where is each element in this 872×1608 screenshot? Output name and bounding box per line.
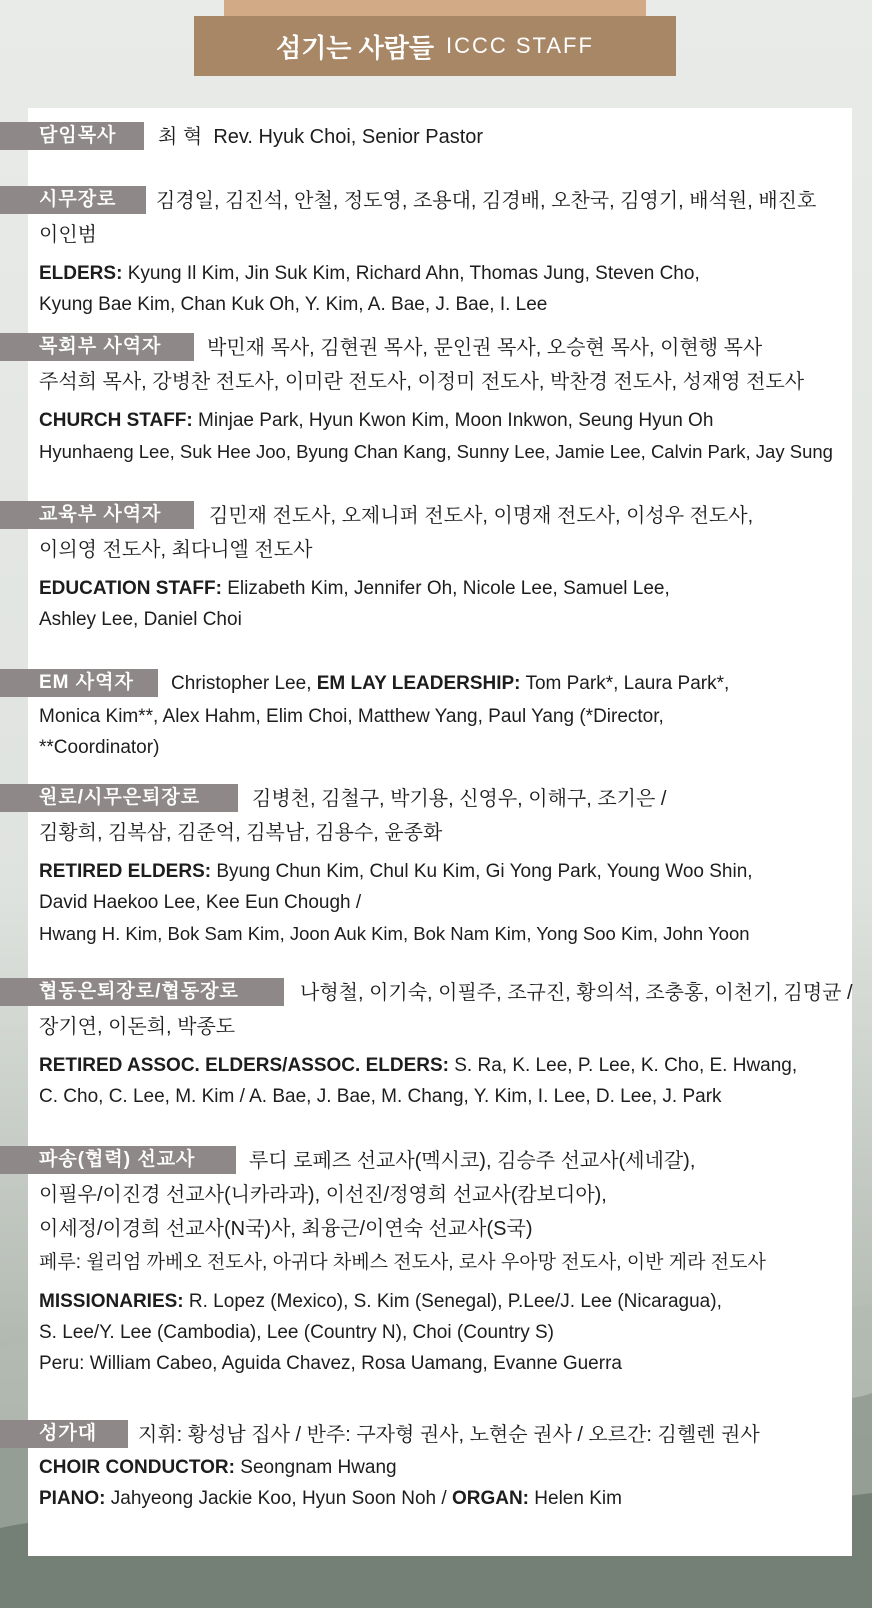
section-label: 시무장로 [0,186,146,214]
section-church-staff [0,331,852,467]
missionaries-english-line1 [0,1286,852,1317]
section-senior-pastor [0,120,852,154]
elders-english-line1 [0,258,852,289]
education-english-text1: Elizabeth Kim, Jennifer Oh, Nicole Lee, Samuel Lee, [227,578,670,599]
elders-heading: ELDERS: [39,263,123,284]
choir-conductor-name: Seongnam Hwang [240,1457,397,1478]
header-korean-title: 섬기는 사람들 [276,32,434,63]
piano-heading: PIANO: [39,1488,106,1509]
section-label: 협동은퇴장로/협동장로 [0,978,284,1006]
senior-pastor-line [158,120,483,154]
missionaries-korean-line2: 이필우/이진경 선교사(니카라과), 이선진/정영희 선교사(캄보디아), [39,1184,607,1206]
education-english-line1 [0,573,852,604]
em-line3: **Coordinator) [39,737,160,758]
church-staff-heading: CHURCH STAFF: [39,410,193,431]
retired-elders-korean-line2: 김황희, 김복삼, 김준억, 김복남, 김용수, 윤종화 [39,822,443,844]
education-heading: EDUCATION STAFF: [39,578,222,599]
header-top-tab [224,0,646,16]
retired-elders-english-line1 [0,856,852,887]
choir-conductor-line [0,1452,852,1483]
missionaries-english-line3: Peru: William Cabeo, Aguida Chavez, Rosa Uamang, Evanne Guerra [39,1353,622,1374]
church-staff-english-text1: Minjae Park, Hyun Kwon Kim, Moon Inkwon, Seung Hyun Oh [198,410,714,431]
elders-korean-line1: 김경일, 김진석, 안철, 정도영, 조용대, 김경배, 오찬국, 김영기, 배석원, 배진호 [156,190,817,212]
assoc-elders-english-line1 [0,1050,852,1081]
page-header [194,16,676,76]
elders-english-line2: Kyung Bae Kim, Chan Kuk Oh, Y. Kim, A. Bae, J. Bae, I. Lee [39,294,548,315]
retired-elders-heading: RETIRED ELDERS: [39,861,212,882]
elders-english-text1: Kyung Il Kim, Jin Suk Kim, Richard Ahn, Thomas Jung, Steven Cho, [127,263,700,284]
em-lay-leadership-heading: EM LAY LEADERSHIP: [316,673,521,694]
section-elders [0,184,852,320]
education-korean-line2: 이의영 전도사, 최다니엘 전도사 [39,539,313,561]
em-line1-prefix: Christopher Lee, [171,673,312,694]
retired-elders-english-text1: Byung Chun Kim, Chul Ku Kim, Gi Yong Park, Young Woo Shin, [216,861,753,882]
assoc-elders-english-line2: C. Cho, C. Lee, M. Kim / A. Bae, J. Bae, M. Chang, Y. Kim, I. Lee, D. Lee, J. Park [39,1086,722,1107]
em-line2: Monica Kim**, Alex Hahm, Elim Choi, Matthew Yang, Paul Yang (*Director, [39,706,664,727]
section-label: 원로/시무은퇴장로 [0,784,238,812]
organ-name: Helen Kim [534,1488,622,1509]
retired-elders-english-line2: David Haekoo Lee, Kee Eun Chough / [39,892,362,913]
assoc-elders-heading: RETIRED ASSOC. ELDERS/ASSOC. ELDERS: [39,1055,449,1076]
section-assoc-elders [0,976,852,1112]
organ-heading: ORGAN: [451,1488,530,1509]
missionaries-english-line2: S. Lee/Y. Lee (Cambodia), Lee (Country N), Choi (Country S) [39,1322,554,1343]
education-korean-line1: 김민재 전도사, 오제니퍼 전도사, 이명재 전도사, 이성우 전도사, [209,505,754,527]
section-label: EM 사역자 [0,669,158,697]
section-label: 성가대 [0,1420,128,1448]
missionaries-korean-line1: 루디 로페즈 선교사(멕시코), 김승주 선교사(세네갈), [249,1150,696,1172]
em-line1-suffix: Tom Park*, Laura Park*, [525,673,730,694]
piano-names: Jahyeong Jackie Koo, Hyun Soon Noh / [110,1488,447,1509]
assoc-elders-korean-line2: 장기연, 이돈희, 박종도 [39,1016,236,1038]
elders-korean-line2: 이인범 [39,224,97,246]
church-staff-english-line2: Hyunhaeng Lee, Suk Hee Joo, Byung Chan Kang, Sunny Lee, Jamie Lee, Calvin Park, Jay Sung [39,441,833,462]
section-choir [0,1418,852,1514]
section-education-staff [0,499,852,635]
choir-conductor-heading: CHOIR CONDUCTOR: [39,1457,235,1478]
assoc-elders-english-text1: S. Ra, K. Lee, P. Lee, K. Cho, E. Hwang, [454,1055,798,1076]
pastor-korean-name: 최 혁 [158,126,203,148]
pastor-english: Rev. Hyuk Choi, Senior Pastor [213,126,484,148]
choir-piano-organ-line [0,1483,852,1514]
section-em [0,667,852,763]
education-english-line2: Ashley Lee, Daniel Choi [39,609,242,630]
section-label: 교육부 사역자 [0,501,194,529]
church-staff-english-line1 [0,405,852,436]
header-english-title: ICCC STAFF [446,33,594,58]
retired-elders-korean-line1: 김병천, 김철구, 박기용, 신영우, 이해구, 조기은 / [252,788,667,810]
section-retired-elders [0,782,852,949]
missionaries-korean-line4: 페루: 윌리엄 까베오 전도사, 아귀다 차베스 전도사, 로사 우아망 전도사, 이반 게라 전도사 [39,1252,766,1273]
section-label: 파송(협력) 선교사 [0,1146,236,1174]
section-label: 목회부 사역자 [0,333,194,361]
missionaries-korean-line3: 이세정/이경희 선교사(N국)사, 최융근/이연숙 선교사(S국) [39,1218,533,1240]
church-staff-korean-line1: 박민재 목사, 김현권 목사, 문인권 목사, 오승현 목사, 이현행 목사 [207,337,763,359]
section-label: 담임목사 [0,122,144,150]
church-staff-korean-line2: 주석희 목사, 강병찬 전도사, 이미란 전도사, 이정미 전도사, 박찬경 전도사, 성재영 전도사 [39,371,805,393]
missionaries-heading: MISSIONARIES: [39,1291,184,1312]
retired-elders-english-line3: Hwang H. Kim, Bok Sam Kim, Joon Auk Kim, Bok Nam Kim, Yong Soo Kim, John Yoon [39,923,750,944]
missionaries-english-text1: R. Lopez (Mexico), S. Kim (Senegal), P.Lee/J. Lee (Nicaragua), [188,1291,722,1312]
em-line1 [171,667,729,701]
choir-korean-line1: 지휘: 황성남 집사 / 반주: 구자형 권사, 노현순 권사 / 오르간: 김헬렌 권사 [138,1424,760,1446]
section-missionaries [0,1144,852,1379]
assoc-elders-korean-line1: 나형철, 이기숙, 이필주, 조규진, 황의석, 조충홍, 이천기, 김명균 / [300,982,853,1004]
